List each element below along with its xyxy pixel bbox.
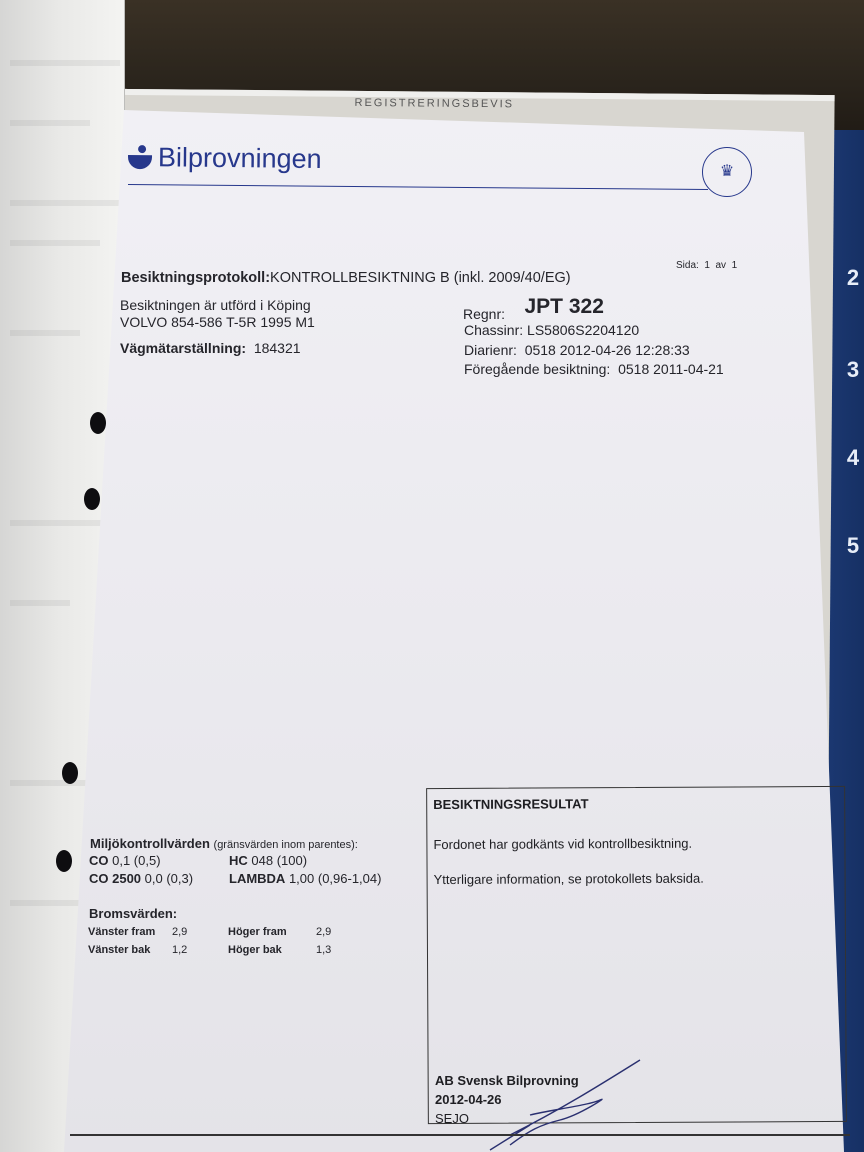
binder-tab: 5 (846, 533, 860, 558)
brake-row: Höger bak 1,3 (228, 944, 332, 956)
bottom-divider (70, 1134, 850, 1136)
binder-tab: 2 (846, 265, 860, 290)
signoff-date: 2012-04-26 (435, 1092, 502, 1107)
punch-hole (56, 850, 72, 872)
brake-row: Höger fram 2,9 (228, 926, 332, 938)
result-approved-text: Fordonet har godkänts vid kontrollbesiktning. (433, 835, 693, 853)
odometer-reading: Vägmätarställning: 184321 (120, 340, 301, 356)
punch-hole (62, 762, 78, 784)
handwritten-signature (470, 1055, 650, 1152)
regnr-line: Regnr: JPT 322 (463, 295, 604, 322)
emissions-row: HC 048 (100) (229, 853, 308, 868)
regnr-value: JPT 322 (524, 295, 604, 318)
emissions-heading: Miljökontrollvärden (gränsvärden inom parentes): (90, 836, 358, 851)
brakes-heading: Bromsvärden: (89, 906, 178, 921)
swedac-seal-icon: ♛ (702, 147, 752, 197)
diary-line: Diarienr: 0518 2012-04-26 12:28:33 (464, 342, 690, 358)
binder-tab: 3 (846, 357, 860, 382)
emissions-row: LAMBDA 1,00 (0,96-1,04) (229, 871, 382, 886)
inspection-location: Besiktningen är utförd i Köping (120, 297, 311, 313)
chassis-line: Chassinr: LS5806S2204120 (464, 322, 640, 338)
brake-row: Vänster bak 1,2 (88, 944, 188, 956)
page-indicator: Sida: 1 av 1 (676, 260, 738, 271)
signer-initials: SEJO (435, 1111, 469, 1126)
protocol-title-label: Besiktningsprotokoll: (121, 270, 271, 286)
emissions-row: CO 0,1 (0,5) (89, 853, 161, 868)
protocol-title (121, 270, 571, 286)
brake-row: Vänster fram 2,9 (88, 926, 188, 938)
previous-inspection-line: Föregående besiktning: 0518 2011-04-21 (464, 361, 724, 377)
binder-tab: 4 (846, 445, 860, 470)
result-more-info-text: Ytterligare information, se protokollets baksida. (433, 870, 704, 888)
vehicle-description: VOLVO 854-586 T-5R 1995 M1 (120, 314, 315, 330)
logo-text: Bilprovningen (157, 142, 322, 175)
bilprovningen-logo (128, 142, 322, 175)
result-title: BESIKTNINGSRESULTAT (433, 796, 589, 813)
protocol-title-value: KONTROLLBESIKTNING B (inkl. 2009/40/EG) (270, 270, 571, 286)
emissions-row: CO 2500 0,0 (0,3) (89, 871, 194, 886)
punch-hole (84, 488, 100, 510)
back-sheet-title: REGISTRERINGSBEVIS (354, 96, 515, 111)
logo-mark-icon (128, 144, 154, 170)
punch-hole (90, 412, 106, 434)
company-name: AB Svensk Bilprovning (435, 1073, 579, 1088)
